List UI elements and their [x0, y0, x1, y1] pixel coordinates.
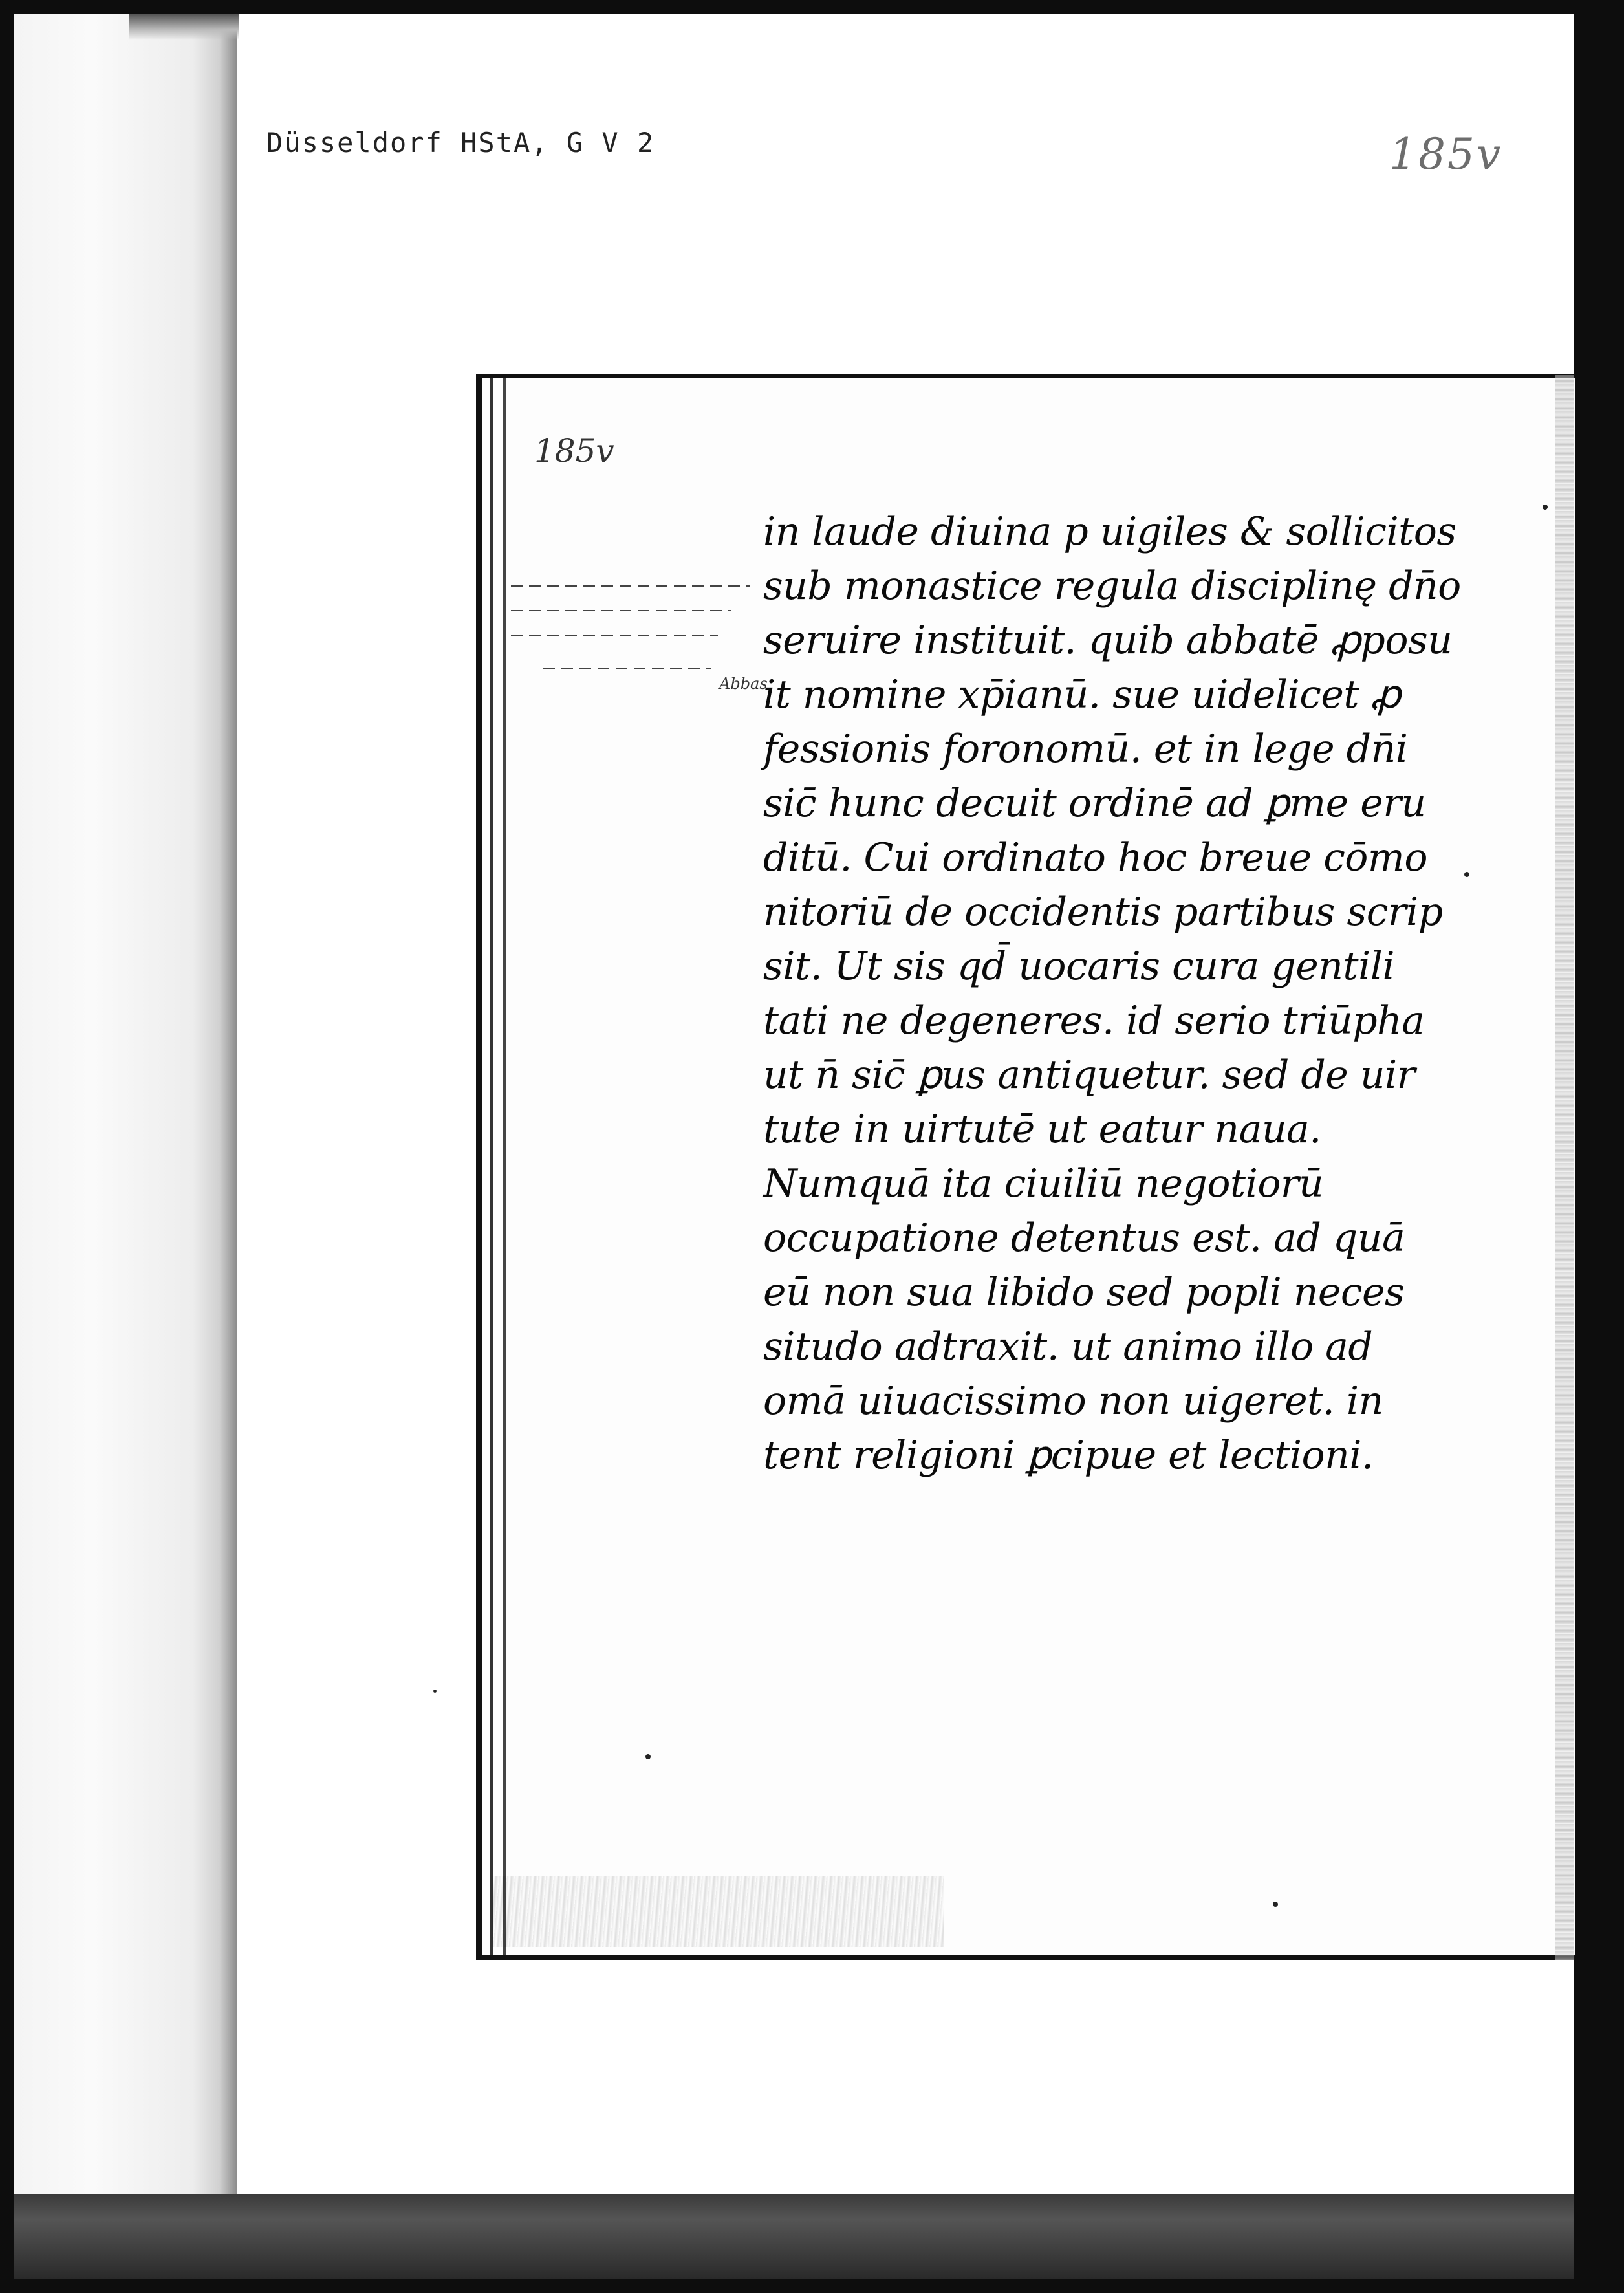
text-line: Numquā ita ciuiliū negotiorū — [763, 1161, 1324, 1206]
text-line: occupatione detentus est. ad quā — [763, 1215, 1405, 1261]
text-line: in laude diuina p uigiles & sollicitos — [763, 509, 1456, 554]
text-line: tati ne degeneres. id serio triūpha — [763, 998, 1425, 1043]
text-line: ut n̄ sic̄ ꝑus antiquetur. sed de uir — [763, 1052, 1415, 1098]
inner-folio-number: 185v — [534, 432, 614, 470]
bottom-scan-edge — [14, 2194, 1574, 2279]
gloss-scribble — [511, 610, 731, 611]
text-line: situdo adtraxit. ut animo illo ad — [763, 1324, 1373, 1369]
text-line: sub monastice regula disciplinę dn̄o — [763, 563, 1461, 609]
leaf-ruling-line — [490, 378, 493, 1955]
leaf-ruling-line — [503, 378, 506, 1955]
text-line: ditū. Cui ordinato hoc breue cōmo — [763, 835, 1427, 880]
gloss-scribble — [543, 668, 711, 669]
archive-reference: Düsseldorf HStA, G V 2 — [266, 127, 655, 158]
gloss-scribble — [511, 585, 750, 587]
leaf-right-edge — [1555, 375, 1574, 1960]
text-line: seruire instituit. quib abbatē ꝓposu — [763, 618, 1453, 663]
speck — [1273, 1902, 1278, 1907]
text-line: nitoriū de occidentis partibus scrip — [763, 889, 1443, 935]
text-line: fessionis foronomū. et in lege dn̄i — [763, 726, 1408, 772]
leaf-left-border — [476, 374, 482, 1960]
manuscript-text — [763, 505, 1513, 1483]
gloss-word: Abbas — [719, 675, 768, 693]
text-line: tent religioni ꝑcipue et lectioni. — [763, 1433, 1374, 1478]
text-line: tute in uirtutē ut eatur naua. — [763, 1107, 1321, 1152]
text-line: omā uiuacissimo non uigeret. in — [763, 1378, 1383, 1424]
gutter-shadow — [129, 14, 239, 40]
gloss-scribble — [511, 635, 718, 636]
folio-number: 185v — [1389, 129, 1503, 179]
speck — [645, 1754, 651, 1759]
marginal-gloss — [511, 585, 768, 693]
binding-gutter — [14, 14, 237, 2194]
speck — [1464, 872, 1469, 877]
text-line: it nomine xp̄ianū. sue uidelicet ꝓ — [763, 672, 1401, 717]
speck — [433, 1690, 437, 1693]
leaf-bottom-stain — [492, 1876, 944, 1947]
text-line: eū non sua libido sed popli neces — [763, 1270, 1405, 1315]
text-line: sic̄ hunc decuit ordinē ad ꝑme eru — [763, 781, 1426, 826]
right-scan-edge — [1574, 14, 1610, 2279]
text-line: sit. Ut sis qd̄ uocaris cura gentili — [763, 944, 1395, 989]
speck — [1543, 505, 1548, 510]
